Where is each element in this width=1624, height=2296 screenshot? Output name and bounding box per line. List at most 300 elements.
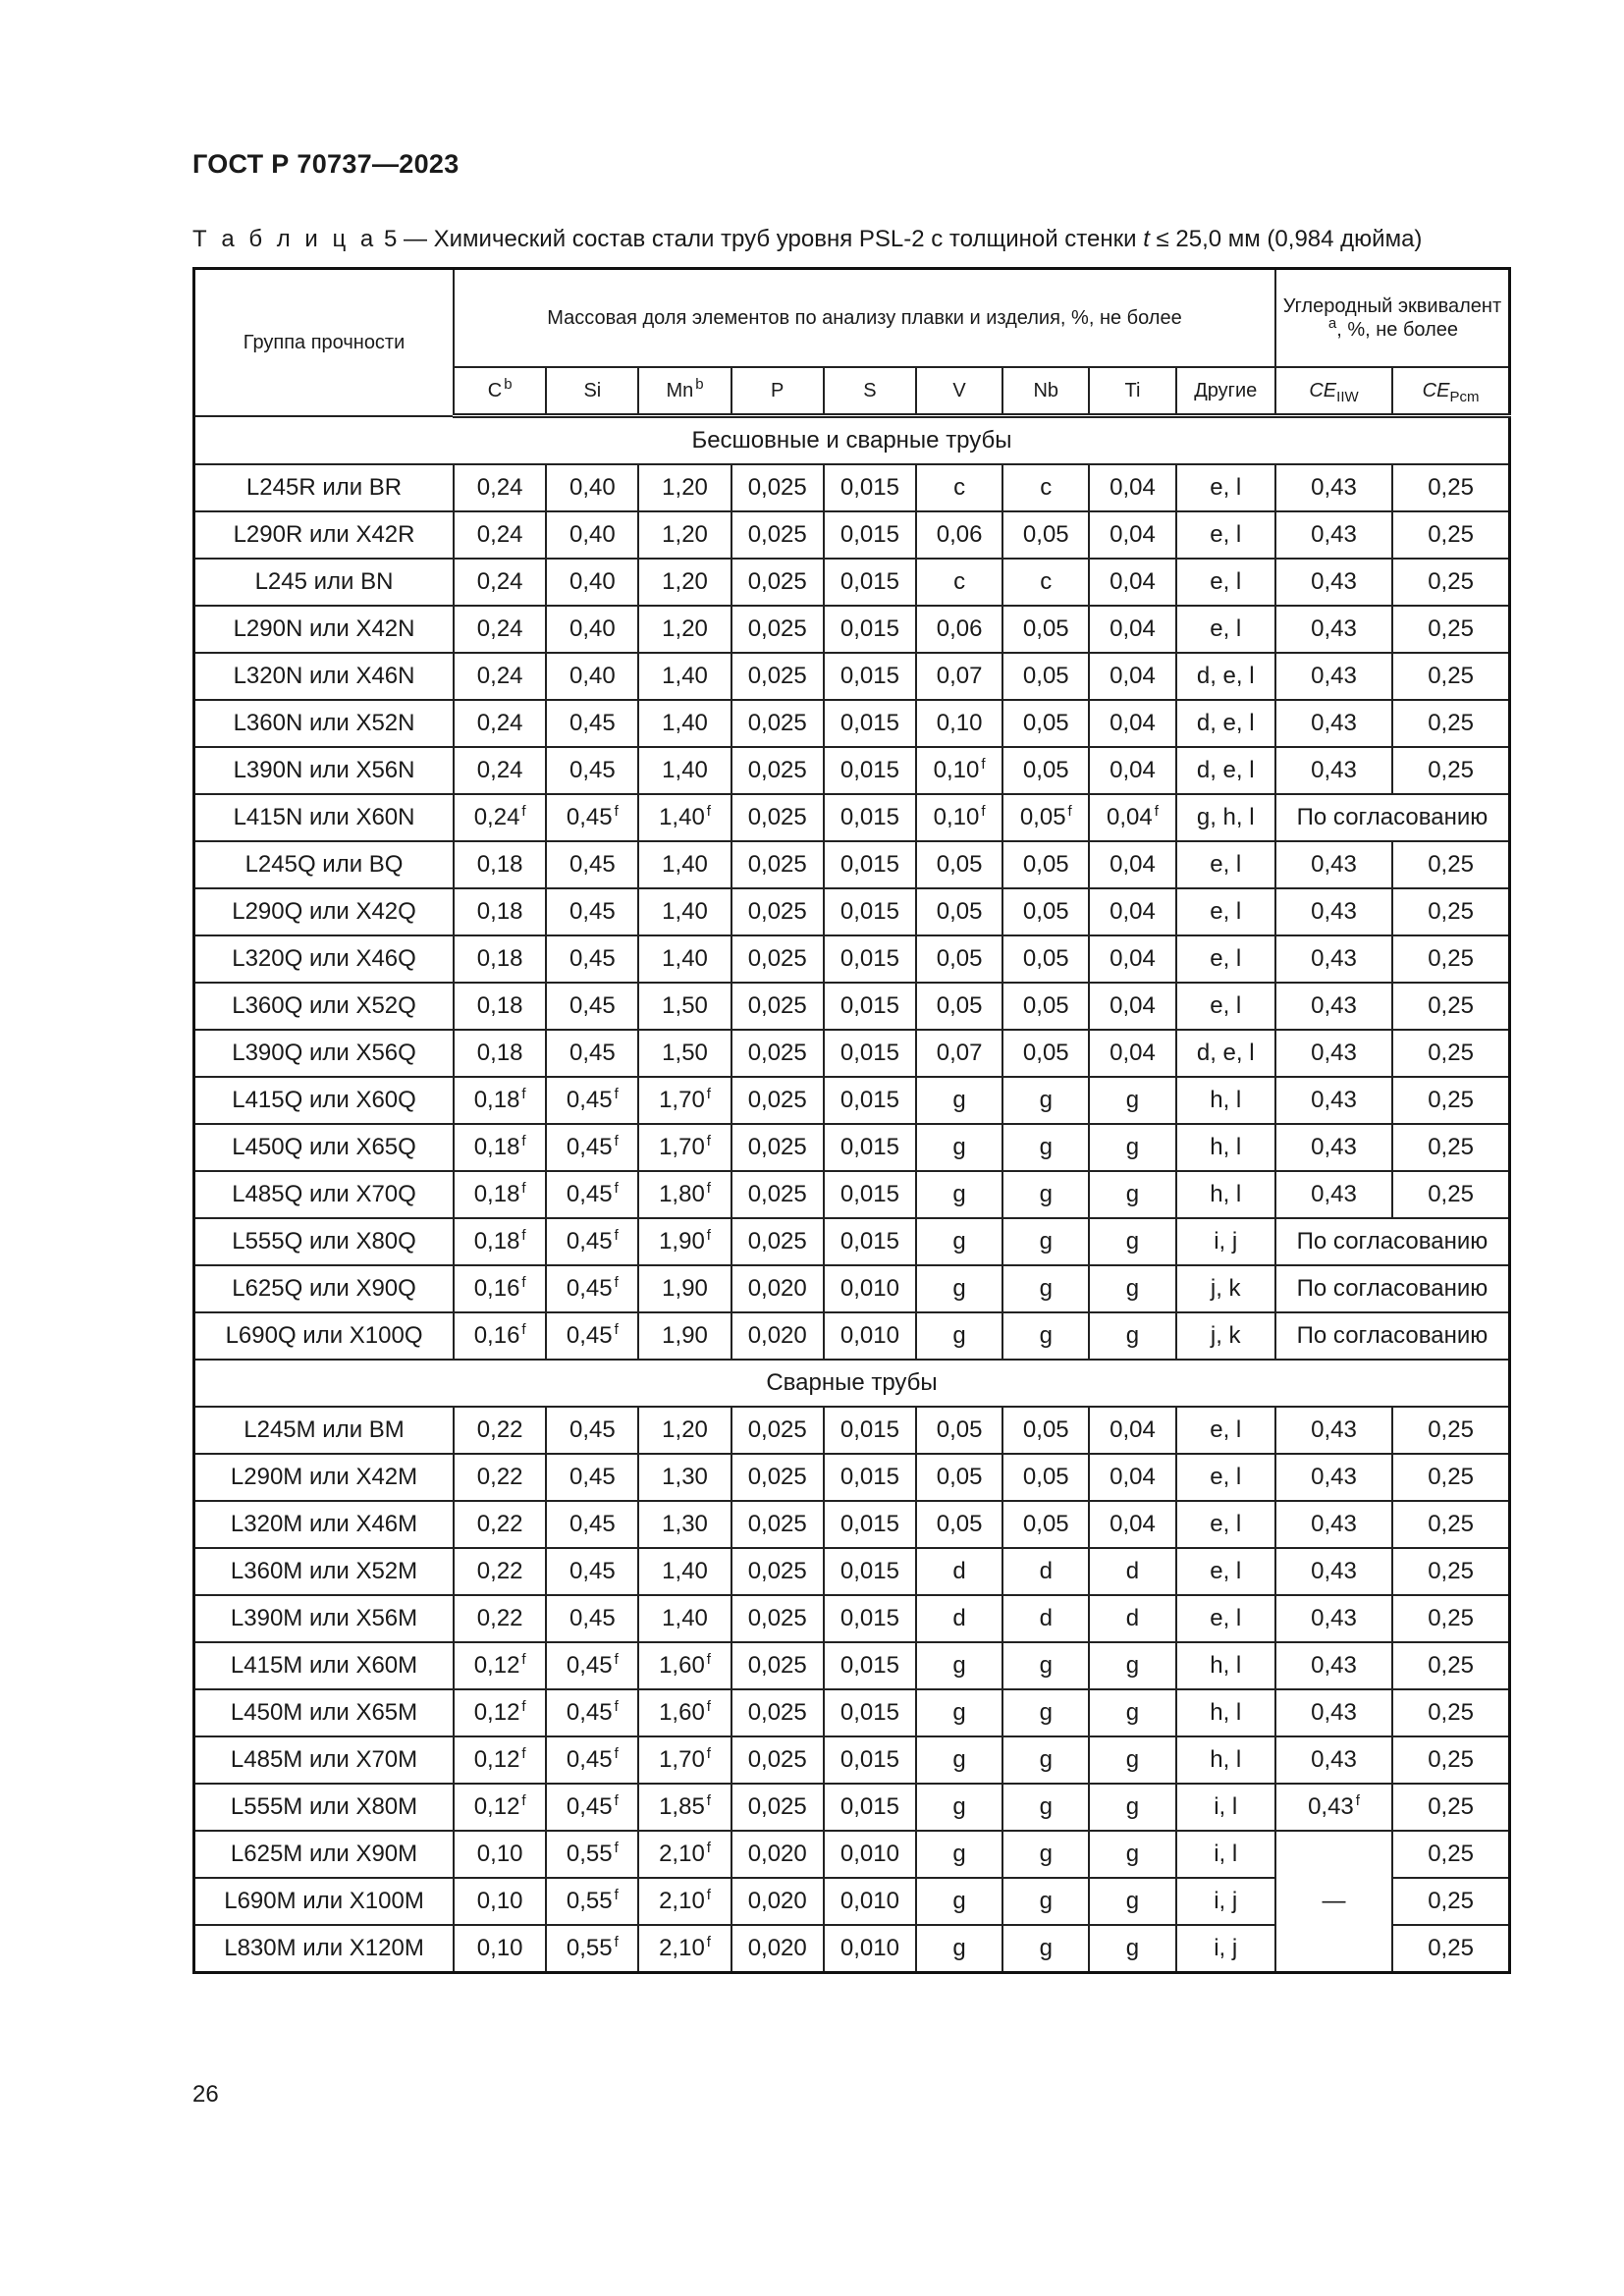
cell-value: 0,025 [747, 1134, 807, 1160]
value-cell [731, 1878, 824, 1925]
value-cell [824, 559, 916, 606]
value-cell [731, 1030, 824, 1077]
footnote-cell: d [1002, 1595, 1089, 1642]
cell-value: 0,020 [747, 1935, 807, 1961]
table-row [194, 606, 1510, 653]
cell-footnote: f [706, 1934, 711, 1950]
other-elements-cell: e, l [1176, 935, 1275, 983]
value-cell [731, 1501, 824, 1548]
cell-value: 1,90 [662, 1275, 708, 1302]
cell-value: 0,015 [839, 474, 899, 501]
value-cell [546, 1171, 638, 1218]
value-cell [731, 888, 824, 935]
cell-value: 0,04 [1110, 1416, 1156, 1443]
value-cell [546, 606, 638, 653]
ce-iiw-value: 0,43 [1311, 1605, 1357, 1631]
cell-value: 0,020 [747, 1888, 807, 1914]
footnote-cell: g [1089, 1312, 1175, 1360]
other-elements-cell: d, e, l [1176, 747, 1275, 794]
value-cell [916, 511, 1002, 559]
value-cell [638, 1642, 731, 1689]
cell-footnote: f [521, 1180, 526, 1197]
cell-value: 2,10 [659, 1841, 705, 1867]
table-row [194, 1454, 1510, 1501]
value-cell [916, 935, 1002, 983]
cell-value: 0,010 [839, 1935, 899, 1961]
value-cell [638, 1077, 731, 1124]
ce-pcm-cell: 0,25 [1392, 606, 1509, 653]
ce-pcm-cell: 0,25 [1392, 888, 1509, 935]
section-title: Бесшовные и сварные трубы [194, 416, 1510, 465]
value-cell [824, 1878, 916, 1925]
value-cell [916, 841, 1002, 888]
cell-value: 0,10 [476, 1841, 523, 1867]
value-cell [731, 1407, 824, 1454]
cell-value: 0,015 [839, 1652, 899, 1679]
value-cell [546, 747, 638, 794]
value-cell [731, 1548, 824, 1595]
cell-value: 0,025 [747, 945, 807, 972]
value-cell [638, 841, 731, 888]
value-cell [638, 1454, 731, 1501]
table-row [194, 747, 1510, 794]
value-cell [546, 653, 638, 700]
cell-value: 0,05 [1022, 663, 1069, 689]
grade-cell: L360Q или X52Q [194, 983, 455, 1030]
cell-footnote: f [521, 1698, 526, 1715]
value-cell [454, 1831, 546, 1878]
ce-iiw-value: 0,43 [1311, 1652, 1357, 1679]
cell-footnote: f [706, 1227, 711, 1244]
value-cell [916, 653, 1002, 700]
value-cell [824, 1454, 916, 1501]
value-cell [638, 1407, 731, 1454]
ce-iiw-value: 0,43 [1311, 1181, 1357, 1207]
cell-footnote: f [614, 1745, 619, 1762]
footnote-cell: g [1089, 1265, 1175, 1312]
cell-value: 1,90 [662, 1322, 708, 1349]
ce-iiw-value: 0,43 [1311, 1511, 1357, 1537]
cell-footnote: f [706, 1133, 711, 1149]
ce-iiw-sub: IIW [1336, 389, 1359, 405]
cell-value: 0,015 [839, 945, 899, 972]
cell-value: 0,025 [747, 1699, 807, 1726]
value-cell [916, 1454, 1002, 1501]
ce-pcm-cell: 0,25 [1392, 1595, 1509, 1642]
footnote-cell: g [1002, 1831, 1089, 1878]
ce-pcm-cell: 0,25 [1392, 1407, 1509, 1454]
section-row [194, 416, 1510, 465]
ce-iiw-value: 0,43 [1311, 1087, 1357, 1113]
value-cell [546, 1831, 638, 1878]
ce-iiw-cell [1275, 1407, 1392, 1454]
cell-footnote: f [521, 1086, 526, 1102]
ce-iiw-cell [1275, 1736, 1392, 1784]
cell-value: 0,40 [568, 474, 616, 501]
ce-iiw-cell [1275, 464, 1392, 511]
footnote-cell: g [1089, 1642, 1175, 1689]
value-cell [824, 606, 916, 653]
cell-value: 1,50 [662, 992, 708, 1019]
table-row [194, 983, 1510, 1030]
cell-footnote: f [614, 1227, 619, 1244]
table-row [194, 653, 1510, 700]
grade-cell: L290M или X42M [194, 1454, 455, 1501]
ce-pcm-cell: 0,25 [1392, 841, 1509, 888]
ce-pcm-cell: 0,25 [1392, 700, 1509, 747]
cell-footnote: f [981, 803, 986, 820]
cell-value: 0,05 [936, 1511, 983, 1537]
footnote-cell: g [1002, 1784, 1089, 1831]
cell-value: 0,025 [747, 757, 807, 783]
value-cell [824, 1265, 916, 1312]
footnote-cell: g [916, 1925, 1002, 1973]
value-cell [824, 935, 916, 983]
value-cell [638, 1312, 731, 1360]
value-cell [824, 747, 916, 794]
element-header-label: Другие [1194, 380, 1258, 401]
value-cell [1002, 794, 1089, 841]
value-cell [731, 1831, 824, 1878]
value-cell [731, 841, 824, 888]
value-cell [546, 559, 638, 606]
cell-value: 0,05 [936, 851, 983, 878]
cell-value: 0,025 [747, 1464, 807, 1490]
cell-value: 1,20 [662, 615, 708, 642]
footnote-cell: g [916, 1642, 1002, 1689]
cell-value: 0,025 [747, 1511, 807, 1537]
value-cell [638, 1218, 731, 1265]
other-elements-cell: i, l [1176, 1831, 1275, 1878]
footnote-cell: c [916, 559, 1002, 606]
grade-cell: L690M или X100M [194, 1878, 455, 1925]
cell-value: 0,015 [839, 851, 899, 878]
ce-iiw-cell [1275, 888, 1392, 935]
ce-pcm-cell: 0,25 [1392, 1642, 1509, 1689]
value-cell [731, 464, 824, 511]
value-cell [454, 1218, 546, 1265]
element-header-5 [916, 367, 1002, 416]
value-cell [731, 1077, 824, 1124]
ce-iiw-dash-cell: — [1275, 1831, 1392, 1973]
cell-footnote: f [614, 1934, 619, 1950]
cell-value: 0,015 [839, 1416, 899, 1443]
value-cell [1089, 935, 1175, 983]
cell-value: 0,015 [839, 1746, 899, 1773]
cell-value: 0,10 [933, 757, 980, 783]
cell-footnote: f [614, 1698, 619, 1715]
value-cell [454, 935, 546, 983]
cell-value: 0,010 [839, 1322, 899, 1349]
element-header-label: V [952, 380, 966, 401]
cell-value: 0,06 [936, 615, 983, 642]
value-cell [454, 653, 546, 700]
ce-iiw-cell [1275, 1689, 1392, 1736]
cell-value: 0,18 [473, 1134, 520, 1160]
cell-value: 0,015 [839, 1134, 899, 1160]
footnote-cell: g [916, 1689, 1002, 1736]
cell-value: 0,025 [747, 615, 807, 642]
ce-pcm-label: CE [1422, 380, 1450, 401]
cell-value: 1,20 [662, 1416, 708, 1443]
grade-cell: L290N или X42N [194, 606, 455, 653]
cell-value: 0,025 [747, 1605, 807, 1631]
cell-value: 0,015 [839, 1228, 899, 1255]
cell-value: 0,24 [476, 710, 523, 736]
value-cell [546, 841, 638, 888]
cell-value: 0,05 [1022, 757, 1069, 783]
cell-footnote: f [614, 1133, 619, 1149]
footnote-cell: d [916, 1595, 1002, 1642]
value-cell [454, 1501, 546, 1548]
table-row [194, 935, 1510, 983]
value-cell [638, 1124, 731, 1171]
grade-cell: L290Q или X42Q [194, 888, 455, 935]
footnote-cell: g [916, 1077, 1002, 1124]
cell-value: 0,45 [568, 710, 616, 736]
value-cell [824, 1642, 916, 1689]
cell-value: 0,025 [747, 1087, 807, 1113]
table-row [194, 1595, 1510, 1642]
value-cell [1089, 841, 1175, 888]
value-cell [916, 700, 1002, 747]
table-row [194, 464, 1510, 511]
other-elements-cell: e, l [1176, 606, 1275, 653]
ce-iiw-cell [1275, 559, 1392, 606]
value-cell [546, 1218, 638, 1265]
value-cell [638, 1171, 731, 1218]
cell-footnote: f [521, 1274, 526, 1291]
ce-iiw-value: 0,43 [1311, 1699, 1357, 1726]
value-cell [454, 1407, 546, 1454]
cell-value: 0,015 [839, 1605, 899, 1631]
cell-value: 1,20 [662, 568, 708, 595]
cell-value: 0,015 [839, 1558, 899, 1584]
value-cell [638, 935, 731, 983]
ce-iiw-value: 0,43 [1311, 710, 1357, 736]
value-cell [454, 1548, 546, 1595]
cell-value: 0,05 [936, 945, 983, 972]
cell-value: 0,010 [839, 1841, 899, 1867]
table-row [194, 511, 1510, 559]
element-header-label: P [771, 380, 785, 401]
value-cell [454, 1878, 546, 1925]
grade-cell: L390Q или X56Q [194, 1030, 455, 1077]
value-cell [546, 1312, 638, 1360]
table-row [194, 1265, 1510, 1312]
cell-value: 0,45 [568, 945, 616, 972]
value-cell [1002, 747, 1089, 794]
agreement-cell: По согласованию [1275, 1312, 1510, 1360]
value-cell [824, 1784, 916, 1831]
value-cell [546, 888, 638, 935]
other-elements-cell: e, l [1176, 841, 1275, 888]
cell-value: 0,18 [476, 898, 523, 925]
value-cell [1002, 841, 1089, 888]
value-cell [546, 1595, 638, 1642]
ce-iiw-value: 0,43 [1311, 1464, 1357, 1490]
cell-value: 0,24 [476, 521, 523, 548]
other-elements-cell: e, l [1176, 464, 1275, 511]
ce-pcm-header [1392, 367, 1509, 416]
other-elements-cell: h, l [1176, 1077, 1275, 1124]
cell-value: 0,40 [568, 615, 616, 642]
footnote-cell: g [1002, 1642, 1089, 1689]
footnote-cell: d [1089, 1595, 1175, 1642]
cell-value: 0,015 [839, 1511, 899, 1537]
value-cell [546, 1925, 638, 1973]
cell-value: 0,015 [839, 615, 899, 642]
table-row [194, 1171, 1510, 1218]
ce-header-part2: , %, не более [1336, 319, 1459, 341]
value-cell [1089, 794, 1175, 841]
other-elements-cell: e, l [1176, 983, 1275, 1030]
cell-value: 0,05 [1022, 710, 1069, 736]
cell-footnote: f [521, 1792, 526, 1809]
ce-iiw-value: 0,43 [1311, 851, 1357, 878]
cell-value: 0,04 [1110, 1511, 1156, 1537]
footnote-cell: g [1002, 1077, 1089, 1124]
value-cell [546, 1878, 638, 1925]
value-cell [638, 1689, 731, 1736]
cell-value: 0,010 [839, 1275, 899, 1302]
cell-footnote: f [1067, 803, 1072, 820]
value-cell [916, 1501, 1002, 1548]
cell-value: 0,025 [747, 804, 807, 830]
value-cell [824, 794, 916, 841]
grade-cell: L245 или BN [194, 559, 455, 606]
footnote-cell: g [1002, 1689, 1089, 1736]
value-cell [824, 464, 916, 511]
table-row [194, 1784, 1510, 1831]
cell-value: 0,025 [747, 1416, 807, 1443]
value-cell [638, 1925, 731, 1973]
cell-value: 0,45 [568, 1040, 616, 1066]
value-cell [454, 983, 546, 1030]
value-cell [1002, 511, 1089, 559]
ce-iiw-value: 0,43 [1311, 1746, 1357, 1773]
value-cell [454, 1030, 546, 1077]
ce-iiw-cell [1275, 1030, 1392, 1077]
cell-value: 1,40 [662, 663, 708, 689]
cell-value: 0,015 [839, 757, 899, 783]
value-cell [454, 511, 546, 559]
value-cell [454, 1925, 546, 1973]
value-cell [731, 1454, 824, 1501]
other-elements-cell: d, e, l [1176, 1030, 1275, 1077]
cell-value: 0,05 [1022, 898, 1069, 925]
value-cell [546, 511, 638, 559]
grade-cell: L450Q или X65Q [194, 1124, 455, 1171]
cell-value: 0,010 [839, 1888, 899, 1914]
other-elements-cell: j, k [1176, 1312, 1275, 1360]
cell-value: 0,16 [473, 1275, 520, 1302]
cell-value: 0,020 [747, 1841, 807, 1867]
cell-footnote: f [614, 1274, 619, 1291]
value-cell [731, 935, 824, 983]
cell-value: 0,45 [568, 992, 616, 1019]
value-cell [454, 1736, 546, 1784]
element-header-6 [1002, 367, 1089, 416]
ce-iiw-cell [1275, 1784, 1392, 1831]
cell-value: 0,07 [936, 663, 983, 689]
element-header-label: Mn [666, 380, 694, 401]
other-elements-cell: e, l [1176, 1595, 1275, 1642]
footnote-cell: g [916, 1124, 1002, 1171]
other-elements-cell: d, e, l [1176, 653, 1275, 700]
grade-cell: L360M или X52M [194, 1548, 455, 1595]
cell-value: 0,22 [476, 1511, 523, 1537]
grade-cell: L625Q или X90Q [194, 1265, 455, 1312]
cell-footnote: f [706, 803, 711, 820]
grade-cell: L245M или BM [194, 1407, 455, 1454]
ce-iiw-value: 0,43 [1311, 1558, 1357, 1584]
other-elements-cell: d, e, l [1176, 700, 1275, 747]
value-cell [731, 1736, 824, 1784]
grade-cell: L555Q или X80Q [194, 1218, 455, 1265]
ce-iiw-value: 0,43 [1311, 945, 1357, 972]
section-row [194, 1360, 1510, 1407]
other-elements-cell: h, l [1176, 1689, 1275, 1736]
cell-value: 0,04 [1110, 992, 1156, 1019]
grade-cell: L390M или X56M [194, 1595, 455, 1642]
cell-value: 0,025 [747, 568, 807, 595]
footnote-cell: g [1089, 1925, 1175, 1973]
cell-value: 0,18 [473, 1228, 520, 1255]
footnote-cell: c [916, 464, 1002, 511]
footnote-cell: g [1089, 1171, 1175, 1218]
cell-value: 0,04 [1110, 945, 1156, 972]
cell-value: 0,05 [1022, 1511, 1069, 1537]
value-cell [454, 1642, 546, 1689]
ce-iiw-value: 0,43 [1311, 521, 1357, 548]
value-cell [638, 1878, 731, 1925]
section-title: Сварные трубы [194, 1360, 1510, 1407]
other-elements-cell: h, l [1176, 1171, 1275, 1218]
ce-pcm-cell: 0,25 [1392, 747, 1509, 794]
cell-value: 0,05 [1022, 851, 1069, 878]
cell-value: 0,05 [936, 992, 983, 1019]
ce-iiw-value: 0,43 [1311, 1416, 1357, 1443]
grade-cell: L690Q или X100Q [194, 1312, 455, 1360]
element-header-label: Si [583, 380, 602, 401]
footnote-cell: d [1002, 1548, 1089, 1595]
caption-text: 5 — Химический состав стали труб уровня PSL-2 с толщиной стенки [383, 226, 1137, 252]
cell-value: 0,05 [1022, 992, 1069, 1019]
ce-iiw-value: 0,43 [1308, 1793, 1354, 1820]
value-cell [824, 1124, 916, 1171]
cell-value: 1,60 [659, 1699, 705, 1726]
value-cell [546, 1077, 638, 1124]
ce-iiw-cell [1275, 983, 1392, 1030]
cell-value: 0,05 [1022, 1464, 1069, 1490]
value-cell [546, 794, 638, 841]
cell-value: 0,025 [747, 1652, 807, 1679]
ce-pcm-cell: 0,25 [1392, 511, 1509, 559]
value-cell [731, 794, 824, 841]
cell-footnote: f [706, 1698, 711, 1715]
value-cell [824, 983, 916, 1030]
cell-value: 0,10 [936, 710, 983, 736]
value-cell [824, 1501, 916, 1548]
footnote-cell: c [1002, 464, 1089, 511]
cell-value: 0,40 [568, 568, 616, 595]
value-cell [1002, 935, 1089, 983]
other-elements-cell: i, j [1176, 1218, 1275, 1265]
table-row [194, 1642, 1510, 1689]
cell-footnote: f [706, 1745, 711, 1762]
value-cell [1089, 700, 1175, 747]
